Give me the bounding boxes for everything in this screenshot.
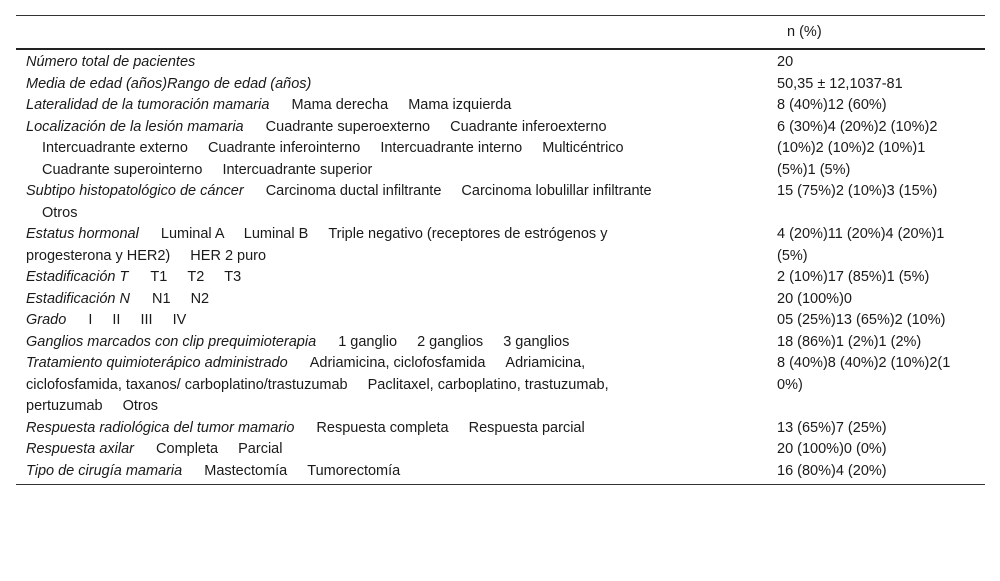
- row-option: Paclitaxel, carboplatino, trastuzumab, pertuzumab: [26, 376, 609, 414]
- row-option: Intercuadrante interno: [380, 140, 523, 156]
- row-option: N2: [190, 290, 210, 307]
- row-value: 20 (100%)0 (0%): [777, 441, 887, 457]
- row-value: 50,35 ± 12,1037-81: [777, 75, 903, 92]
- row-label: Estadificación T: [26, 269, 129, 285]
- row-value: 13 (65%)7 (25%): [777, 419, 887, 436]
- row-label: Número total de pacientes: [26, 54, 196, 70]
- row-option: 2 ganglios: [417, 333, 484, 350]
- row-label: Estatus hormonal: [26, 226, 139, 242]
- table-bottom-rule: [16, 484, 985, 485]
- row-label: Media de edad (años)Rango de edad (años): [26, 75, 312, 92]
- row-label-cell: [16, 353, 676, 418]
- row-option: Cuadrante inferoexterno: [450, 118, 607, 135]
- row-option: I: [88, 312, 93, 328]
- row-label-cell: [16, 117, 676, 182]
- row-option: Otros: [122, 398, 159, 414]
- row-option: N1: [152, 290, 171, 307]
- row-label-cell: [16, 74, 676, 96]
- row-option: Mama derecha: [291, 97, 389, 113]
- row-label: Subtipo histopatológico de cáncer: [26, 183, 244, 199]
- row-option: Luminal A: [160, 226, 224, 242]
- row-label: Tratamiento quimioterápico administrado: [26, 355, 288, 371]
- row-option: Intercuadrante externo: [42, 140, 188, 156]
- row-value: 2 (10%)17 (85%)1 (5%): [777, 269, 930, 285]
- row-label-cell: [16, 310, 676, 332]
- row-option: III: [140, 312, 153, 328]
- row-label-cell: [16, 95, 676, 117]
- table-row: [16, 461, 985, 483]
- header-value-column: n (%): [787, 24, 822, 40]
- row-option: Mastectomía: [204, 462, 288, 479]
- row-label: Respuesta axilar: [26, 441, 134, 457]
- row-option: 1 ganglio: [338, 333, 398, 350]
- row-label-cell: [16, 52, 676, 74]
- table-row: [16, 224, 985, 267]
- row-option: Adriamicina, ciclofosfamida: [309, 355, 486, 371]
- row-value: 20: [777, 54, 794, 70]
- row-option: Mama izquierda: [408, 97, 512, 113]
- table-row: [16, 332, 985, 354]
- row-value: 05 (25%)13 (65%)2 (10%): [777, 312, 946, 328]
- table-body: [16, 50, 985, 482]
- table-header: [16, 16, 985, 50]
- row-label: Localización de la lesión mamaria: [26, 118, 244, 135]
- row-option: Otros: [42, 204, 78, 221]
- row-option: Respuesta completa: [316, 419, 449, 436]
- row-option: T2: [187, 269, 205, 285]
- row-value: 4 (20%)11 (20%)4 (20%)1 (5%): [777, 226, 945, 264]
- table-row: [16, 418, 985, 440]
- row-option: Completa: [156, 441, 219, 457]
- row-option: Luminal B: [243, 226, 309, 242]
- table-row: [16, 267, 985, 289]
- row-option: Tumorectomía: [307, 462, 401, 479]
- row-option: Adriamicina, ciclofosfamida, taxanos/ carboplatino/trastuzumab: [26, 355, 586, 393]
- row-label: Lateralidad de la tumoración mamaria: [26, 97, 270, 113]
- row-label: Tipo de cirugía mamaria: [26, 462, 183, 479]
- row-option: T1: [150, 269, 168, 285]
- row-option: Intercuadrante superior: [222, 161, 373, 178]
- row-option: Multicéntrico: [542, 140, 624, 156]
- row-value: 6 (30%)4 (20%)2 (10%)2 (10%)2 (10%)2 (10%)1 (5%)1 (5%): [777, 118, 938, 178]
- table-row: [16, 74, 985, 96]
- row-label-cell: [16, 267, 676, 289]
- row-option: T3: [224, 269, 242, 285]
- row-value: 15 (75%)2 (10%)3 (15%): [777, 183, 938, 199]
- table-row: [16, 95, 985, 117]
- row-value: 18 (86%)1 (2%)1 (2%): [777, 333, 922, 350]
- row-label-cell: [16, 224, 676, 267]
- table-row: [16, 289, 985, 311]
- row-label-cell: [16, 461, 676, 483]
- row-label: Grado: [26, 312, 67, 328]
- row-option: Cuadrante superoexterno: [265, 118, 431, 135]
- row-value: 16 (80%)4 (20%): [777, 462, 887, 479]
- table-row: [16, 310, 985, 332]
- row-option: II: [112, 312, 121, 328]
- row-option: Parcial: [238, 441, 283, 457]
- row-label-cell: [16, 439, 676, 461]
- row-label-cell: [16, 181, 676, 224]
- row-label-cell: [16, 289, 676, 311]
- table-row: [16, 117, 985, 182]
- row-value: 8 (40%)12 (60%): [777, 97, 887, 113]
- row-label: Ganglios marcados con clip prequimioterapia: [26, 333, 317, 350]
- row-label: Respuesta radiológica del tumor mamario: [26, 419, 295, 436]
- table-row: [16, 52, 985, 74]
- table-row: [16, 439, 985, 461]
- row-label-cell: [16, 332, 676, 354]
- row-option: HER 2 puro: [190, 247, 267, 264]
- row-label-cell: [16, 418, 676, 440]
- table-row: [16, 181, 985, 224]
- row-option: Carcinoma lobulillar infiltrante: [461, 183, 652, 199]
- row-value: 20 (100%)0: [777, 290, 852, 307]
- row-option: Respuesta parcial: [468, 419, 585, 436]
- row-option: Triple negativo (receptores de estrógenos y progesterona y HER2): [26, 226, 608, 264]
- row-option: 3 ganglios: [503, 333, 570, 350]
- row-option: Carcinoma ductal infiltrante: [265, 183, 442, 199]
- row-value: 8 (40%)8 (40%)2 (10%)2(10%): [777, 355, 951, 393]
- row-option: Cuadrante inferointerno: [207, 140, 361, 156]
- row-option: Cuadrante superointerno: [42, 161, 203, 178]
- row-option: IV: [172, 312, 187, 328]
- table-row: [16, 353, 985, 418]
- row-label: Estadificación N: [26, 290, 130, 307]
- data-table: [16, 15, 985, 485]
